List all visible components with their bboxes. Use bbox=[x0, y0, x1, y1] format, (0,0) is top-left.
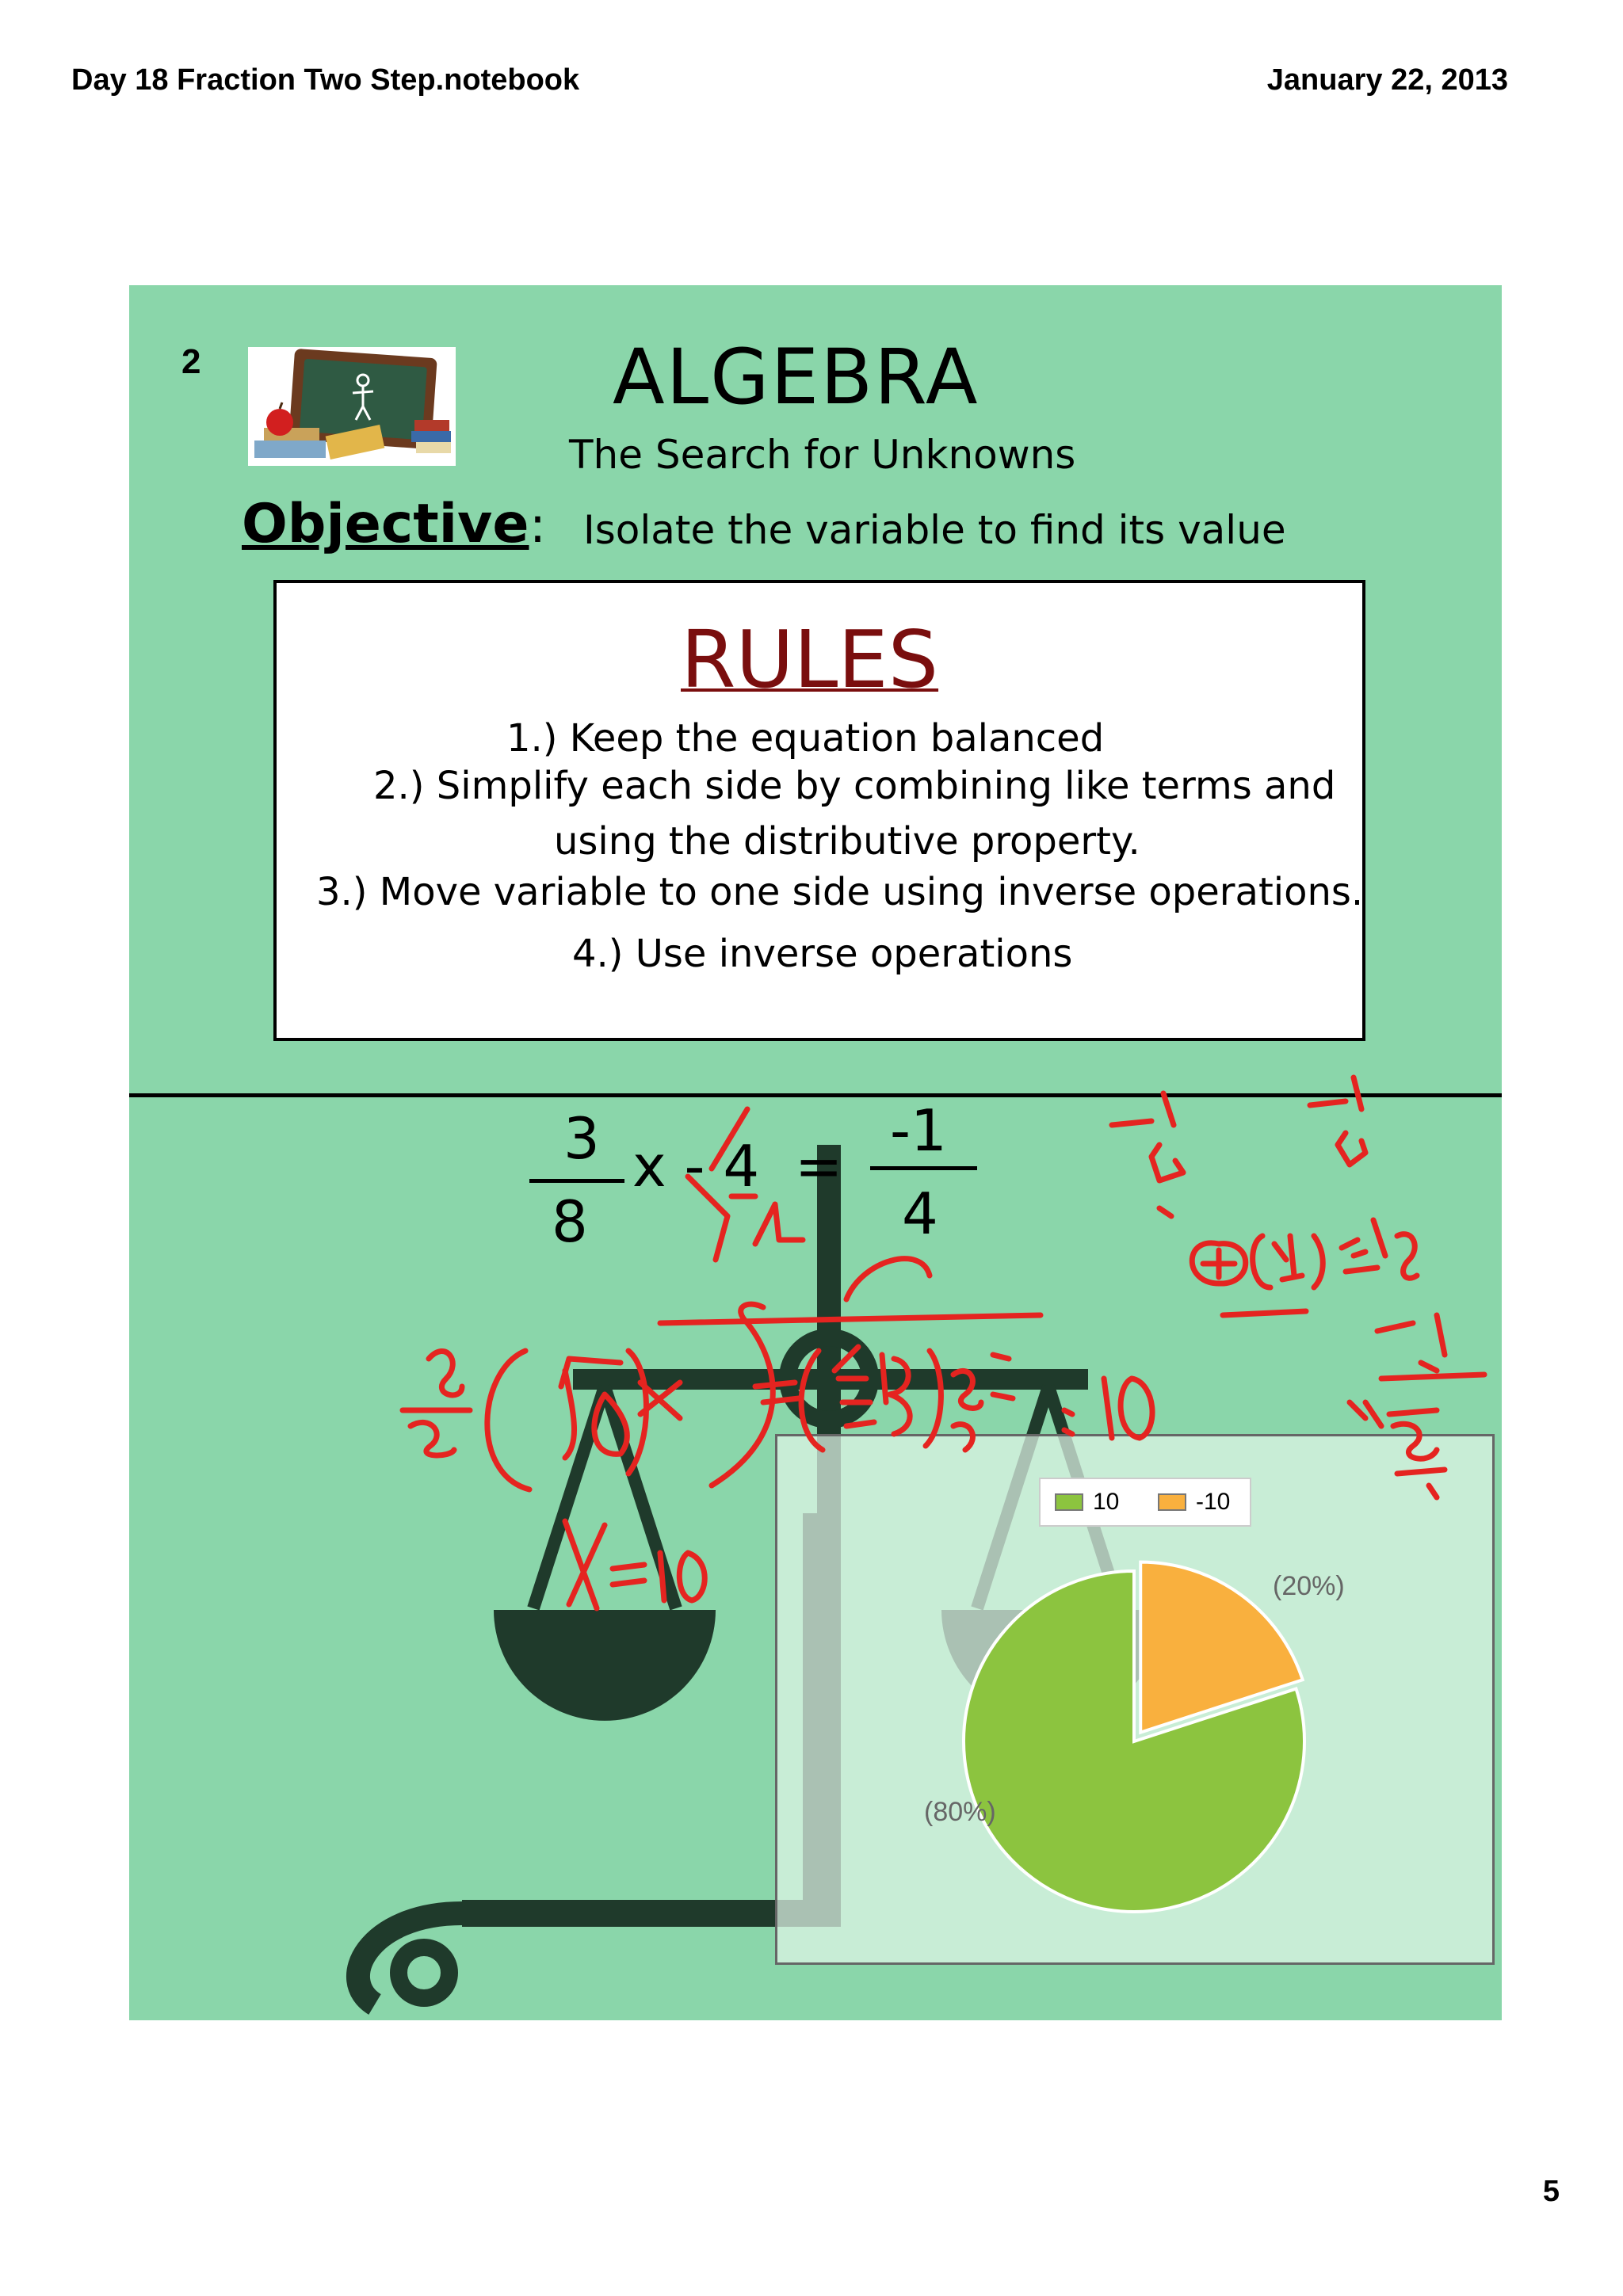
section-divider bbox=[129, 1093, 1502, 1097]
pie-label-20: (20%) bbox=[1273, 1571, 1345, 1601]
slide-subtitle: The Search for Unknowns bbox=[569, 432, 1076, 478]
rule-4: 4.) Use inverse operations bbox=[572, 932, 1073, 976]
page-number: 5 bbox=[1542, 2175, 1560, 2208]
equation-left-numerator: 3 bbox=[563, 1105, 600, 1172]
equation-left-fraction-bar bbox=[529, 1179, 624, 1183]
chalkboard-icon bbox=[248, 347, 456, 466]
rules-title: RULES bbox=[681, 613, 939, 706]
rule-2: 2.) Simplify each side by combining like terms and bbox=[373, 764, 1336, 808]
equation-variable-term: x - 4 bbox=[632, 1133, 760, 1199]
rule-1: 1.) Keep the equation balanced bbox=[506, 716, 1105, 761]
document-date: January 22, 2013 bbox=[1266, 63, 1508, 97]
legend-label-minus-10: -10 bbox=[1196, 1489, 1231, 1515]
pie-chart-panel bbox=[775, 1434, 1495, 1965]
slide-number: 2 bbox=[181, 342, 201, 381]
pie-chart bbox=[777, 1436, 1492, 1962]
pie-label-80: (80%) bbox=[924, 1797, 996, 1827]
slide-title: ALGEBRA bbox=[613, 333, 980, 421]
equation-equals: = bbox=[795, 1133, 843, 1199]
objective-colon: : bbox=[529, 496, 546, 554]
objective-label: Objective bbox=[242, 493, 529, 555]
rules-box bbox=[273, 580, 1365, 1041]
rule-3: 3.) Move variable to one side using inverse operations. bbox=[316, 870, 1364, 914]
notebook-slide bbox=[129, 285, 1502, 2020]
equation-right-numerator: -1 bbox=[890, 1097, 947, 1164]
equation-right-fraction-bar bbox=[870, 1166, 977, 1170]
rule-2-continued: using the distributive property. bbox=[554, 819, 1140, 864]
equation-right-denominator: 4 bbox=[902, 1180, 938, 1247]
objective-text: Isolate the variable to find its value bbox=[583, 507, 1286, 553]
equation-left-denominator: 8 bbox=[552, 1188, 588, 1255]
document-title: Day 18 Fraction Two Step.notebook bbox=[71, 63, 580, 97]
legend-label-10: 10 bbox=[1093, 1489, 1120, 1515]
